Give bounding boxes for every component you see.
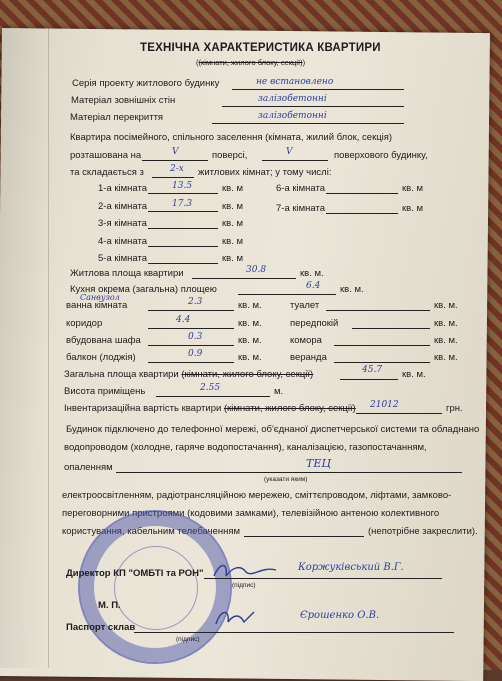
floors-label: Матеріал перекриття (70, 112, 164, 123)
room5-label: 5-а кімната (98, 253, 148, 264)
room2-value: 17.3 (172, 199, 193, 209)
paragraph-line-2: водопроводом (холодне, гаряче водопостачання), каналізацією, газопостачанням, (64, 442, 427, 453)
inv-line (356, 413, 442, 414)
hall-unit: кв. м. (434, 318, 458, 329)
hall-label: передпокій (290, 318, 339, 329)
paragraph-line-4: переговорними пристроями (кодовими замками), телевізійною антеною колективного (62, 508, 440, 519)
room2-label: 2-а кімната (98, 201, 148, 212)
total-value: 45.7 (362, 365, 383, 375)
corridor-line (148, 328, 234, 329)
inv-label-strike: (кімнати, жилого блоку, секції) (223, 403, 356, 414)
balcony-unit: кв. м. (238, 352, 262, 363)
room1-line (148, 193, 218, 194)
passport-name: Єрошенко О.В. (300, 610, 380, 621)
living-value: 30.8 (246, 265, 267, 275)
heating-hint: (указати яким) (264, 476, 308, 483)
document-subtitle: ((кімнати, жилого блоку, секції)) (196, 58, 306, 67)
heating-value: ТЕЦ (306, 457, 331, 470)
toilet-unit: кв. м. (434, 300, 458, 311)
bath-unit: кв. м. (238, 300, 262, 311)
series-label: Серія проекту житлового будинку (72, 78, 220, 89)
passport-line (134, 632, 454, 633)
stamp-inner-ring (114, 546, 198, 630)
height-unit: м. (274, 386, 284, 397)
storage-unit: кв. м. (434, 335, 458, 346)
passport-label: Паспорт склав (66, 622, 136, 633)
document-title: ТЕХНІЧНА ХАРАКТЕРИСТИКА КВАРТИРИ (140, 42, 381, 54)
consists-label-a: та складається з (70, 167, 144, 178)
walls-line (222, 106, 404, 107)
height-label: Висота приміщень (64, 386, 146, 397)
sanvuzol-note: Санвузол (80, 293, 120, 302)
heating-label: опаленням (64, 462, 113, 473)
floors-total-line (262, 160, 328, 161)
page-shadow (0, 28, 48, 668)
rooms-line (152, 177, 194, 178)
series-line (232, 89, 404, 90)
paragraph-line-3: електроосвітленням, радіотрансляційною мережею, сміттєпроводом, ліфтами, замково- (62, 490, 452, 501)
heating-line (116, 472, 462, 473)
living-label: Житлова площа квартири (70, 268, 184, 279)
room4-unit: кв. м (222, 236, 244, 247)
total-label-strike: (кімнати, жилого блоку, секції) (181, 369, 314, 380)
room5-line (148, 263, 218, 264)
room3-line (148, 228, 218, 229)
total-unit: кв. м. (402, 369, 426, 380)
series-value: не встановлено (256, 77, 334, 87)
total-line (340, 379, 398, 380)
floors-value: залізобетонні (258, 111, 327, 121)
room1-unit: кв. м (222, 183, 244, 194)
room1-value: 13.5 (172, 181, 193, 191)
room4-label: 4-а кімната (98, 236, 148, 247)
balcony-value: 0.9 (188, 349, 203, 359)
consists-label-b: житлових кімнат; у тому числі: (198, 167, 332, 178)
total-label-text: Загальна площа квартири (64, 369, 179, 380)
corridor-label: коридор (66, 318, 103, 329)
bath-line (148, 310, 234, 311)
floors-total-value: V (286, 147, 293, 157)
veranda-unit: кв. м. (434, 352, 458, 363)
room5-unit: кв. м (222, 253, 244, 264)
room2-unit: кв. м (222, 201, 244, 212)
passport-sign-hint: (підпис) (176, 636, 200, 643)
room6-label: 6-а кімната (276, 183, 326, 194)
floor-value: V (172, 147, 179, 157)
inv-label-text: Інвентаризаційна вартість квартири (64, 403, 222, 414)
page-fold (48, 28, 49, 668)
room7-unit: кв. м (402, 203, 424, 214)
inv-label (64, 403, 356, 415)
living-unit: кв. м. (300, 268, 324, 279)
wardrobe-value: 0.3 (188, 332, 203, 342)
bath-value: 2.3 (188, 297, 203, 307)
wardrobe-label: вбудована шафа (66, 335, 141, 346)
room1-label: 1-а кімната (98, 183, 148, 194)
wardrobe-unit: кв. м. (238, 335, 262, 346)
room6-unit: кв. м (402, 183, 424, 194)
room2-line (148, 211, 218, 212)
toilet-line (326, 310, 430, 311)
hall-line (352, 328, 430, 329)
storage-line (334, 345, 430, 346)
located-label-c: поверхового будинку, (334, 150, 428, 161)
height-value: 2.55 (200, 383, 221, 393)
stamp-place-label: М. П. (98, 600, 121, 611)
official-stamp (78, 510, 232, 664)
toilet-label: туалет (290, 300, 320, 311)
inv-unit: грн. (446, 403, 463, 414)
wardrobe-line (148, 345, 234, 346)
cable-line (244, 536, 364, 537)
room4-line (148, 246, 218, 247)
located-label-a: розташована на (70, 150, 142, 161)
veranda-label: веранда (290, 352, 327, 363)
corridor-value: 4.4 (176, 315, 191, 325)
inv-value: 21012 (370, 400, 399, 410)
room3-unit: кв. м (222, 218, 244, 229)
rooms-value: 2-х (170, 164, 184, 174)
paragraph-line-5a: користування, кабельним телебаченням (62, 526, 241, 537)
total-label (64, 369, 313, 381)
director-sign-hint: (підпис) (232, 582, 256, 589)
shared-label: Квартира посімейного, спільного заселення (кімната, жилий блок, секція) (70, 132, 393, 143)
balcony-line (148, 362, 234, 363)
subtitle-text: (кімнати, жилого блоку, секції) (198, 58, 303, 67)
kitchen-value: 6.4 (306, 281, 321, 291)
director-label: Директор КП "ОМБТІ та РОН" (66, 568, 204, 579)
kitchen-line (238, 294, 336, 295)
walls-label: Матеріал зовнішніх стін (71, 95, 176, 106)
kitchen-label: Кухня окрема (загальна) площею (70, 284, 217, 295)
room7-line (326, 213, 398, 214)
room3-label: 3-я кімната (98, 218, 147, 229)
kitchen-unit: кв. м. (340, 284, 364, 295)
director-name: Коржуківський В.Г. (298, 562, 404, 573)
height-line (156, 396, 270, 397)
paragraph-line-5b: (непотрібне закреслити). (368, 526, 478, 537)
room6-line (326, 193, 398, 194)
storage-label: комора (290, 335, 322, 346)
living-line (192, 278, 296, 279)
walls-value: залізобетонні (258, 94, 327, 104)
room7-label: 7-а кімната (276, 203, 326, 214)
veranda-line (334, 362, 430, 363)
floors-line (212, 123, 404, 124)
floor-line (142, 160, 208, 161)
corridor-unit: кв. м. (238, 318, 262, 329)
balcony-label-text: балкон (лоджія) (66, 352, 136, 363)
balcony-label (66, 352, 136, 364)
located-label-b: поверсі, (212, 150, 248, 161)
bath-label: ванна кімната (66, 300, 128, 311)
paragraph-line-1: Будинок підключено до телефонної мережі, об'єднаної диспетчерської системи та обладнано (66, 424, 480, 435)
passport-signature (210, 604, 260, 632)
